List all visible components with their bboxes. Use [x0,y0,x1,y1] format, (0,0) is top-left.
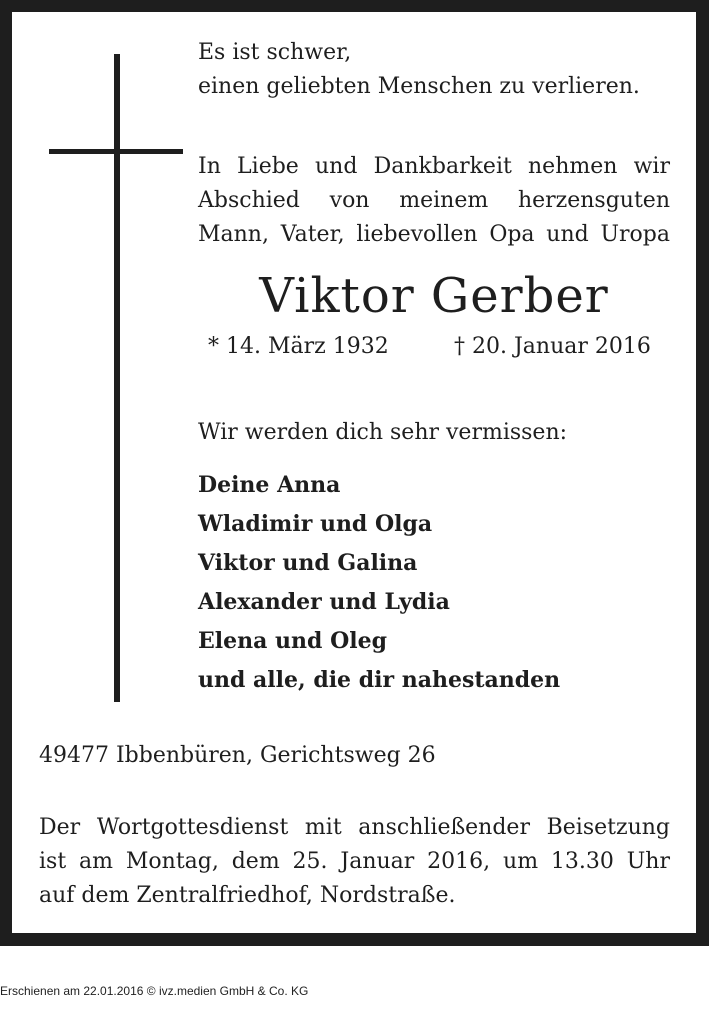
publication-credit: Erschienen am 22.01.2016 © ivz.medien GmbH & Co. KG [0,984,309,998]
family-member: Alexander und Lydia [198,589,450,615]
missing-line-block [198,416,567,450]
intro-line: Mann, Vater, liebevollen Opa und Uropa [198,222,670,247]
deceased-name: Viktor Gerber [259,268,609,324]
birth-date: * 14. März 1932 [208,334,389,359]
service-line: auf dem Zentralfriedhof, Nordstraße. [39,883,456,908]
family-list [198,466,560,700]
quote-line: Es ist schwer, [198,40,352,65]
family-member: Wladimir und Olga [198,511,433,537]
opening-quote [198,36,668,104]
quote-line: einen geliebten Menschen zu verlieren. [198,74,640,99]
family-member: Elena und Oleg [198,628,387,654]
family-member: und alle, die dir nahestanden [198,667,561,693]
address-block [39,739,436,773]
death-date: † 20. Januar 2016 [454,334,651,359]
family-member: Deine Anna [198,472,341,498]
service-info [39,811,670,913]
missing-line: Wir werden dich sehr vermissen: [198,420,568,445]
family-member: Viktor und Galina [198,550,418,576]
service-line: Der Wortgottesdienst mit anschließender Beisetzung [39,815,670,840]
address: 49477 Ibbenbüren, Gerichtsweg 26 [39,743,436,768]
intro-line: Abschied von meinem herzensguten [198,188,670,213]
cross-icon-horizontal-bar [49,149,183,154]
intro-line: In Liebe und Dankbarkeit nehmen wir [198,154,670,179]
farewell-intro [198,150,670,252]
service-line: ist am Montag, dem 25. Januar 2016, um 13.30 Uhr [39,849,670,874]
